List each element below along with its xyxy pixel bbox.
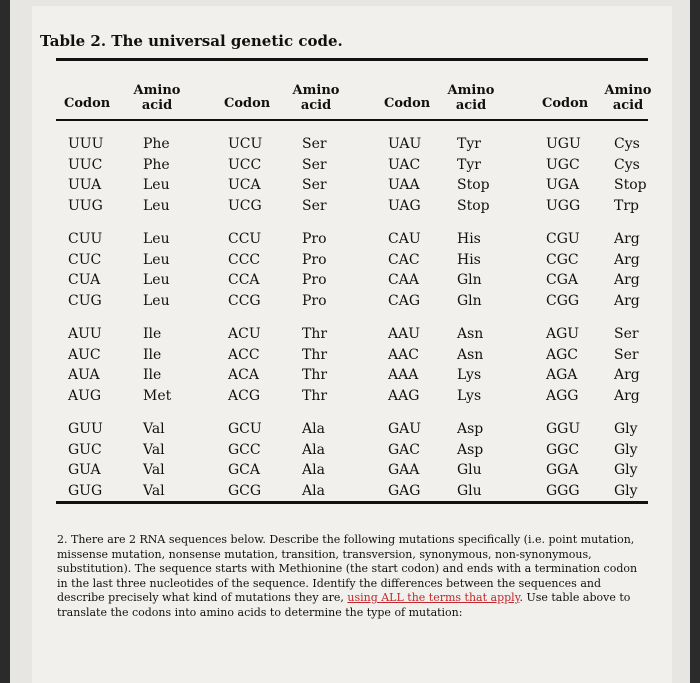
column-header-amino-acid: Amino acid bbox=[604, 83, 652, 113]
codon-cell: GUU bbox=[68, 421, 103, 437]
amino-acid-cell: Lys bbox=[457, 387, 482, 404]
amino-acid-cell: Ser bbox=[302, 177, 327, 193]
amino-acid-cell: Stop bbox=[457, 177, 490, 193]
codon-cell: AAC bbox=[388, 346, 419, 363]
codon-cell: AUG bbox=[68, 387, 102, 404]
codon-cell: GCA bbox=[228, 462, 261, 478]
codon-cell: CCU bbox=[228, 231, 262, 247]
amino-acid-cell: Pro bbox=[302, 272, 327, 288]
codon-cell: CGG bbox=[546, 292, 580, 309]
column-header-codon: Codon bbox=[224, 96, 271, 111]
amino-acid-cell: Arg bbox=[614, 367, 640, 383]
codon-cell: UCA bbox=[228, 177, 261, 193]
column-header-codon: Codon bbox=[542, 96, 589, 111]
codon-cell: CGU bbox=[546, 231, 580, 247]
column-header-amino-acid: Amino acid bbox=[447, 83, 495, 113]
column-header-codon: Codon bbox=[64, 96, 111, 111]
amino-acid-cell: Phe bbox=[143, 136, 170, 152]
amino-acid-cell: Ser bbox=[614, 346, 639, 363]
amino-acid-cell: Ala bbox=[302, 421, 325, 437]
codon-cell: CAG bbox=[388, 292, 421, 309]
codon-cell: GCU bbox=[228, 421, 262, 437]
amino-acid-cell: Leu bbox=[143, 231, 170, 247]
amino-acid-cell: Arg bbox=[614, 251, 640, 268]
codon-cell: ACG bbox=[228, 387, 261, 404]
codon-cell: AGC bbox=[546, 346, 579, 363]
table-title: Table 2. The universal genetic code. bbox=[40, 32, 343, 50]
amino-acid-cell: Thr bbox=[302, 326, 328, 342]
amino-acid-cell: Ser bbox=[302, 156, 327, 173]
codon-cell: GGU bbox=[546, 421, 581, 437]
amino-acid-cell: Ile bbox=[143, 346, 162, 363]
amino-acid-cell: Leu bbox=[143, 272, 170, 288]
codon-cell: AGA bbox=[546, 367, 578, 383]
codon-cell: UUA bbox=[68, 177, 102, 193]
codon-cell: CUU bbox=[68, 231, 103, 247]
codon-cell: UUU bbox=[68, 136, 104, 152]
codon-cell: GGA bbox=[546, 462, 579, 478]
amino-acid-cell: Asn bbox=[457, 326, 484, 342]
amino-acid-cell: Arg bbox=[614, 272, 640, 288]
codon-cell: CGA bbox=[546, 272, 579, 288]
codon-cell: GUG bbox=[68, 482, 103, 499]
amino-acid-cell: Thr bbox=[302, 346, 328, 363]
amino-acid-cell: Leu bbox=[143, 197, 170, 214]
codon-cell: GGC bbox=[546, 441, 580, 458]
codon-cell: ACC bbox=[228, 346, 260, 363]
codon-cell: ACU bbox=[228, 326, 261, 342]
amino-acid-cell: Val bbox=[143, 462, 165, 478]
amino-acid-cell: Phe bbox=[143, 156, 170, 173]
amino-acid-cell: Glu bbox=[457, 462, 482, 478]
amino-acid-cell: Cys bbox=[614, 156, 640, 173]
codon-cell: CCC bbox=[228, 251, 261, 268]
codon-cell: UGC bbox=[546, 156, 580, 173]
amino-acid-cell: Leu bbox=[143, 251, 170, 268]
amino-acid-cell: Tyr bbox=[457, 156, 481, 173]
codon-cell: UCG bbox=[228, 197, 262, 214]
codon-cell: GAA bbox=[388, 462, 420, 478]
codon-cell: CAU bbox=[388, 231, 421, 247]
codon-cell: AUU bbox=[68, 326, 102, 342]
amino-acid-cell: Met bbox=[143, 387, 172, 404]
column-header-amino-acid: Amino acid bbox=[133, 83, 181, 113]
amino-acid-cell: Cys bbox=[614, 136, 640, 152]
amino-acid-cell: Asp bbox=[457, 441, 484, 458]
question-text-main: 2. There are 2 RNA sequences below. Describe the following mutations specifically (i.e. point mutation, missense mutation, nonsense mutation, transition, transversion, synonymous, non-synonymous, substitution). The sequence starts with Methionine (the start codon) and ends with a termination codon in the last three nucleotides of the sequence. Identify the differences between the sequences and describe precisely what kind of mutations they are, bbox=[57, 533, 638, 605]
codon-cell: UAU bbox=[388, 136, 422, 152]
amino-acid-cell: Gln bbox=[457, 272, 482, 288]
amino-acid-cell: Stop bbox=[457, 197, 490, 214]
codon-cell: GAG bbox=[388, 482, 421, 499]
codon-cell: GCG bbox=[228, 482, 262, 499]
codon-cell: UUG bbox=[68, 197, 103, 214]
codon-cell: CGC bbox=[546, 251, 579, 268]
column-header-amino-acid: Amino acid bbox=[292, 83, 340, 113]
codon-cell: ACA bbox=[228, 367, 259, 383]
codon-cell: UCC bbox=[228, 156, 262, 173]
codon-cell: UAA bbox=[388, 177, 420, 193]
codon-cell: AAU bbox=[388, 326, 421, 342]
amino-acid-cell: Ala bbox=[302, 482, 325, 499]
codon-cell: CAA bbox=[388, 272, 419, 288]
amino-acid-cell: Val bbox=[143, 441, 165, 458]
codon-cell: AAA bbox=[388, 367, 419, 383]
amino-acid-cell: Gln bbox=[457, 292, 482, 309]
codon-cell: GCC bbox=[228, 441, 261, 458]
amino-acid-cell: Gly bbox=[614, 482, 638, 499]
amino-acid-cell: Stop bbox=[614, 177, 647, 193]
amino-acid-cell: Lys bbox=[457, 367, 482, 383]
codon-cell: UUC bbox=[68, 156, 103, 173]
codon-cell: CAC bbox=[388, 251, 420, 268]
amino-acid-cell: Pro bbox=[302, 231, 327, 247]
photo-background bbox=[10, 0, 690, 683]
codon-cell: AUA bbox=[68, 367, 100, 383]
amino-acid-cell: Pro bbox=[302, 292, 327, 309]
amino-acid-cell: Thr bbox=[302, 367, 328, 383]
amino-acid-cell: Glu bbox=[457, 482, 482, 499]
amino-acid-cell: Arg bbox=[614, 292, 640, 309]
amino-acid-cell: Gly bbox=[614, 462, 638, 478]
amino-acid-cell: Trp bbox=[614, 197, 639, 214]
codon-cell: CCG bbox=[228, 292, 261, 309]
amino-acid-cell: Ser bbox=[614, 326, 639, 342]
amino-acid-cell: Val bbox=[143, 421, 165, 437]
codon-cell: AGU bbox=[546, 326, 580, 342]
amino-acid-cell: Ala bbox=[302, 441, 325, 458]
amino-acid-cell: Asp bbox=[457, 421, 484, 437]
amino-acid-cell: Ala bbox=[302, 462, 325, 478]
amino-acid-cell: Leu bbox=[143, 177, 170, 193]
codon-cell: GAU bbox=[388, 421, 422, 437]
amino-acid-cell: Ile bbox=[143, 326, 162, 342]
amino-acid-cell: Asn bbox=[457, 346, 484, 363]
codon-cell: GAC bbox=[388, 441, 421, 458]
amino-acid-cell: Tyr bbox=[457, 136, 481, 152]
codon-cell: AUC bbox=[68, 346, 101, 363]
codon-cell: UCU bbox=[228, 136, 263, 152]
amino-acid-cell: Ser bbox=[302, 197, 327, 214]
table-bottom-rule bbox=[56, 501, 648, 504]
codon-cell: CUA bbox=[68, 272, 101, 288]
codon-cell: UGU bbox=[546, 136, 581, 152]
codon-cell: AAG bbox=[388, 387, 420, 404]
codon-cell: GUC bbox=[68, 441, 102, 458]
codon-cell: CUC bbox=[68, 251, 102, 268]
codon-cell: UGA bbox=[546, 177, 580, 193]
amino-acid-cell: Gly bbox=[614, 441, 638, 458]
codon-cell: UGG bbox=[546, 197, 581, 214]
question-emphasis: using ALL the terms that apply bbox=[347, 591, 520, 605]
table-top-rule bbox=[56, 58, 648, 61]
codon-cell: CUG bbox=[68, 292, 102, 309]
codon-cell: UAG bbox=[388, 197, 421, 214]
codon-cell: GGG bbox=[546, 482, 580, 499]
question-text-end: . Use table above to translate the codons into amino acids to determine the type of mutation: bbox=[57, 591, 631, 619]
codon-cell: CCA bbox=[228, 272, 260, 288]
amino-acid-cell: Arg bbox=[614, 231, 640, 247]
codon-cell: UAC bbox=[388, 156, 421, 173]
amino-acid-cell: His bbox=[457, 251, 481, 268]
amino-acid-cell: Arg bbox=[614, 387, 640, 404]
amino-acid-cell: Pro bbox=[302, 251, 327, 268]
question-text bbox=[57, 533, 642, 621]
amino-acid-cell: Ser bbox=[302, 136, 327, 152]
amino-acid-cell: Gly bbox=[614, 421, 638, 437]
amino-acid-cell: His bbox=[457, 231, 481, 247]
amino-acid-cell: Leu bbox=[143, 292, 170, 309]
codon-cell: GUA bbox=[68, 462, 101, 478]
codon-cell: AGG bbox=[546, 387, 579, 404]
amino-acid-cell: Val bbox=[143, 482, 165, 499]
amino-acid-cell: Ile bbox=[143, 367, 162, 383]
amino-acid-cell: Thr bbox=[302, 387, 328, 404]
header-rule bbox=[56, 119, 648, 121]
column-header-codon: Codon bbox=[384, 96, 431, 111]
